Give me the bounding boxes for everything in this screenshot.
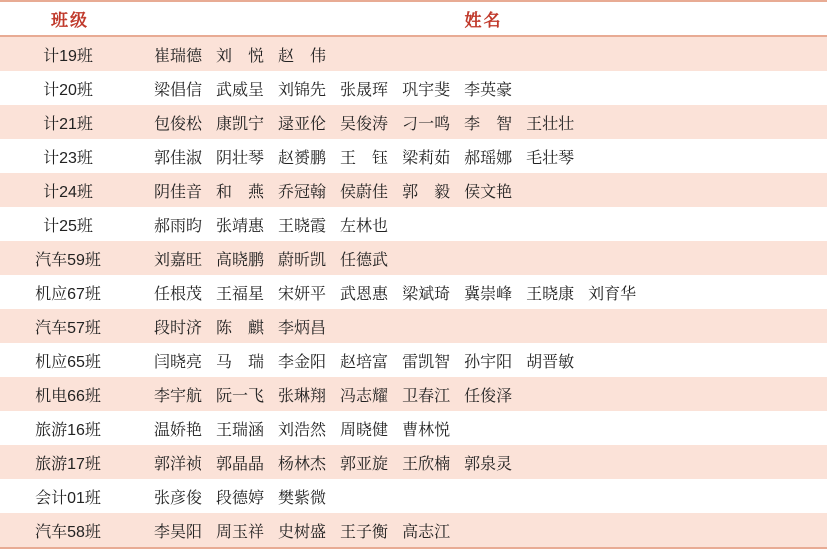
student-name: 刘浩然	[278, 421, 327, 439]
cell-class: 机电66班	[0, 377, 140, 411]
cell-names	[140, 343, 827, 377]
name-list	[154, 320, 326, 337]
student-name: 温娇艳	[154, 421, 203, 439]
student-name: 阴佳音	[154, 183, 203, 201]
table-row	[0, 275, 827, 309]
cell-names	[140, 105, 827, 139]
name-list	[154, 490, 326, 507]
student-name: 巩宇斐	[402, 81, 451, 99]
table-row	[0, 309, 827, 343]
name-list	[154, 524, 450, 541]
student-name: 李英豪	[464, 81, 513, 99]
student-name: 闫晓亮	[154, 353, 203, 371]
cell-class: 会计01班	[0, 479, 140, 513]
student-name: 刘育华	[588, 285, 637, 303]
table-row	[0, 36, 827, 71]
student-name: 武恩惠	[340, 285, 389, 303]
student-name: 李炳昌	[278, 319, 327, 337]
table-row	[0, 139, 827, 173]
cell-names	[140, 479, 827, 513]
student-name: 和 燕	[216, 183, 265, 201]
cell-class: 旅游17班	[0, 445, 140, 479]
name-list	[154, 218, 388, 235]
student-name: 段时济	[154, 319, 203, 337]
student-name: 毛壮琴	[526, 149, 575, 167]
student-name: 蔚昕凯	[278, 251, 327, 269]
student-name: 侯文艳	[464, 183, 513, 201]
name-list	[154, 184, 512, 201]
name-list	[154, 456, 512, 473]
student-name: 王子衡	[340, 523, 389, 541]
student-name: 任德武	[340, 251, 389, 269]
student-name: 马 瑞	[216, 353, 265, 371]
name-list	[154, 286, 636, 303]
student-name: 梁莉茹	[402, 149, 451, 167]
student-name: 任俊泽	[464, 387, 513, 405]
name-list	[154, 388, 512, 405]
name-list	[154, 354, 574, 371]
name-list	[154, 422, 450, 439]
student-name: 卫春江	[402, 387, 451, 405]
student-name: 刁一鸣	[402, 115, 451, 133]
student-name: 郭亚旋	[340, 455, 389, 473]
student-name: 史树盛	[278, 523, 327, 541]
student-name: 杨林杰	[278, 455, 327, 473]
cell-names	[140, 71, 827, 105]
student-name: 胡晋敏	[526, 353, 575, 371]
table-row	[0, 105, 827, 139]
cell-names	[140, 513, 827, 547]
student-name: 曹林悦	[402, 421, 451, 439]
cell-names	[140, 207, 827, 241]
cell-class: 汽车57班	[0, 309, 140, 343]
student-name: 吴俊涛	[340, 115, 389, 133]
student-name: 王 钰	[340, 149, 389, 167]
cell-names	[140, 139, 827, 173]
student-name: 张琳翔	[278, 387, 327, 405]
header-class: 班级	[0, 1, 140, 36]
student-name: 赵培富	[340, 353, 389, 371]
cell-names	[140, 411, 827, 445]
table-header	[0, 1, 827, 36]
cell-class: 计21班	[0, 105, 140, 139]
cell-class: 计23班	[0, 139, 140, 173]
student-name: 冯志耀	[340, 387, 389, 405]
student-name: 阮一飞	[216, 387, 265, 405]
cell-names	[140, 309, 827, 343]
student-name: 包俊松	[154, 115, 203, 133]
student-name: 郭佳淑	[154, 149, 203, 167]
student-name: 王晓康	[526, 285, 575, 303]
table-bottom-rule	[0, 547, 827, 549]
student-name: 李昊阳	[154, 523, 203, 541]
table-row	[0, 173, 827, 207]
name-list	[154, 150, 574, 167]
table-row	[0, 343, 827, 377]
cell-class: 机应65班	[0, 343, 140, 377]
student-name: 郝瑶娜	[464, 149, 513, 167]
student-name: 郝雨昀	[154, 217, 203, 235]
table-row	[0, 513, 827, 547]
name-list	[154, 116, 574, 133]
student-name: 逯亚伦	[278, 115, 327, 133]
header-names: 姓名	[140, 1, 827, 36]
name-list	[154, 48, 326, 65]
cell-names	[140, 445, 827, 479]
student-name: 赵赟鹏	[278, 149, 327, 167]
cell-names	[140, 36, 827, 71]
student-name: 高志江	[402, 523, 451, 541]
cell-class: 汽车59班	[0, 241, 140, 275]
student-name: 冀崇峰	[464, 285, 513, 303]
table-row	[0, 479, 827, 513]
student-name: 王瑞涵	[216, 421, 265, 439]
student-name: 张靖惠	[216, 217, 265, 235]
student-name: 王壮壮	[526, 115, 575, 133]
student-name: 乔冠翰	[278, 183, 327, 201]
table-row	[0, 445, 827, 479]
student-name: 周晓健	[340, 421, 389, 439]
header-row	[0, 1, 827, 36]
table-row	[0, 241, 827, 275]
student-name: 梁倡信	[154, 81, 203, 99]
student-name: 李金阳	[278, 353, 327, 371]
student-name: 王晓霞	[278, 217, 327, 235]
student-name: 郭 毅	[402, 183, 451, 201]
cell-names	[140, 173, 827, 207]
cell-class: 机应67班	[0, 275, 140, 309]
table-row	[0, 207, 827, 241]
student-name: 高晓鹏	[216, 251, 265, 269]
student-name: 李 智	[464, 115, 513, 133]
student-name: 康凯宁	[216, 115, 265, 133]
student-name: 王欣楠	[402, 455, 451, 473]
cell-names	[140, 241, 827, 275]
student-name: 阴壮琴	[216, 149, 265, 167]
student-name: 周玉祥	[216, 523, 265, 541]
cell-class: 计19班	[0, 36, 140, 71]
cell-class: 计25班	[0, 207, 140, 241]
cell-class: 计24班	[0, 173, 140, 207]
student-name: 宋妍平	[278, 285, 327, 303]
table-row	[0, 71, 827, 105]
student-name: 陈 麒	[216, 319, 265, 337]
student-name: 王福星	[216, 285, 265, 303]
cell-names	[140, 275, 827, 309]
student-name: 李宇航	[154, 387, 203, 405]
student-name: 任根茂	[154, 285, 203, 303]
student-name: 武威呈	[216, 81, 265, 99]
student-name: 段德婷	[216, 489, 265, 507]
student-name: 郭泉灵	[464, 455, 513, 473]
table-body	[0, 36, 827, 547]
student-name: 刘 悦	[216, 47, 265, 65]
cell-class: 旅游16班	[0, 411, 140, 445]
cell-names	[140, 377, 827, 411]
student-name: 樊紫微	[278, 489, 327, 507]
table-row	[0, 411, 827, 445]
student-name: 梁斌琦	[402, 285, 451, 303]
student-name: 崔瑞德	[154, 47, 203, 65]
student-name: 刘锦先	[278, 81, 327, 99]
table-row	[0, 377, 827, 411]
student-name: 张彦俊	[154, 489, 203, 507]
cell-class: 计20班	[0, 71, 140, 105]
student-name: 雷凯智	[402, 353, 451, 371]
student-name: 张晟珲	[340, 81, 389, 99]
name-list	[154, 252, 388, 269]
student-name: 刘嘉旺	[154, 251, 203, 269]
student-name: 侯蔚佳	[340, 183, 389, 201]
student-name: 孙宇阳	[464, 353, 513, 371]
name-list	[154, 82, 512, 99]
student-name: 左林也	[340, 217, 389, 235]
cell-class: 汽车58班	[0, 513, 140, 547]
student-name: 郭洋祯	[154, 455, 203, 473]
student-name: 郭晶晶	[216, 455, 265, 473]
student-name: 赵 伟	[278, 47, 327, 65]
